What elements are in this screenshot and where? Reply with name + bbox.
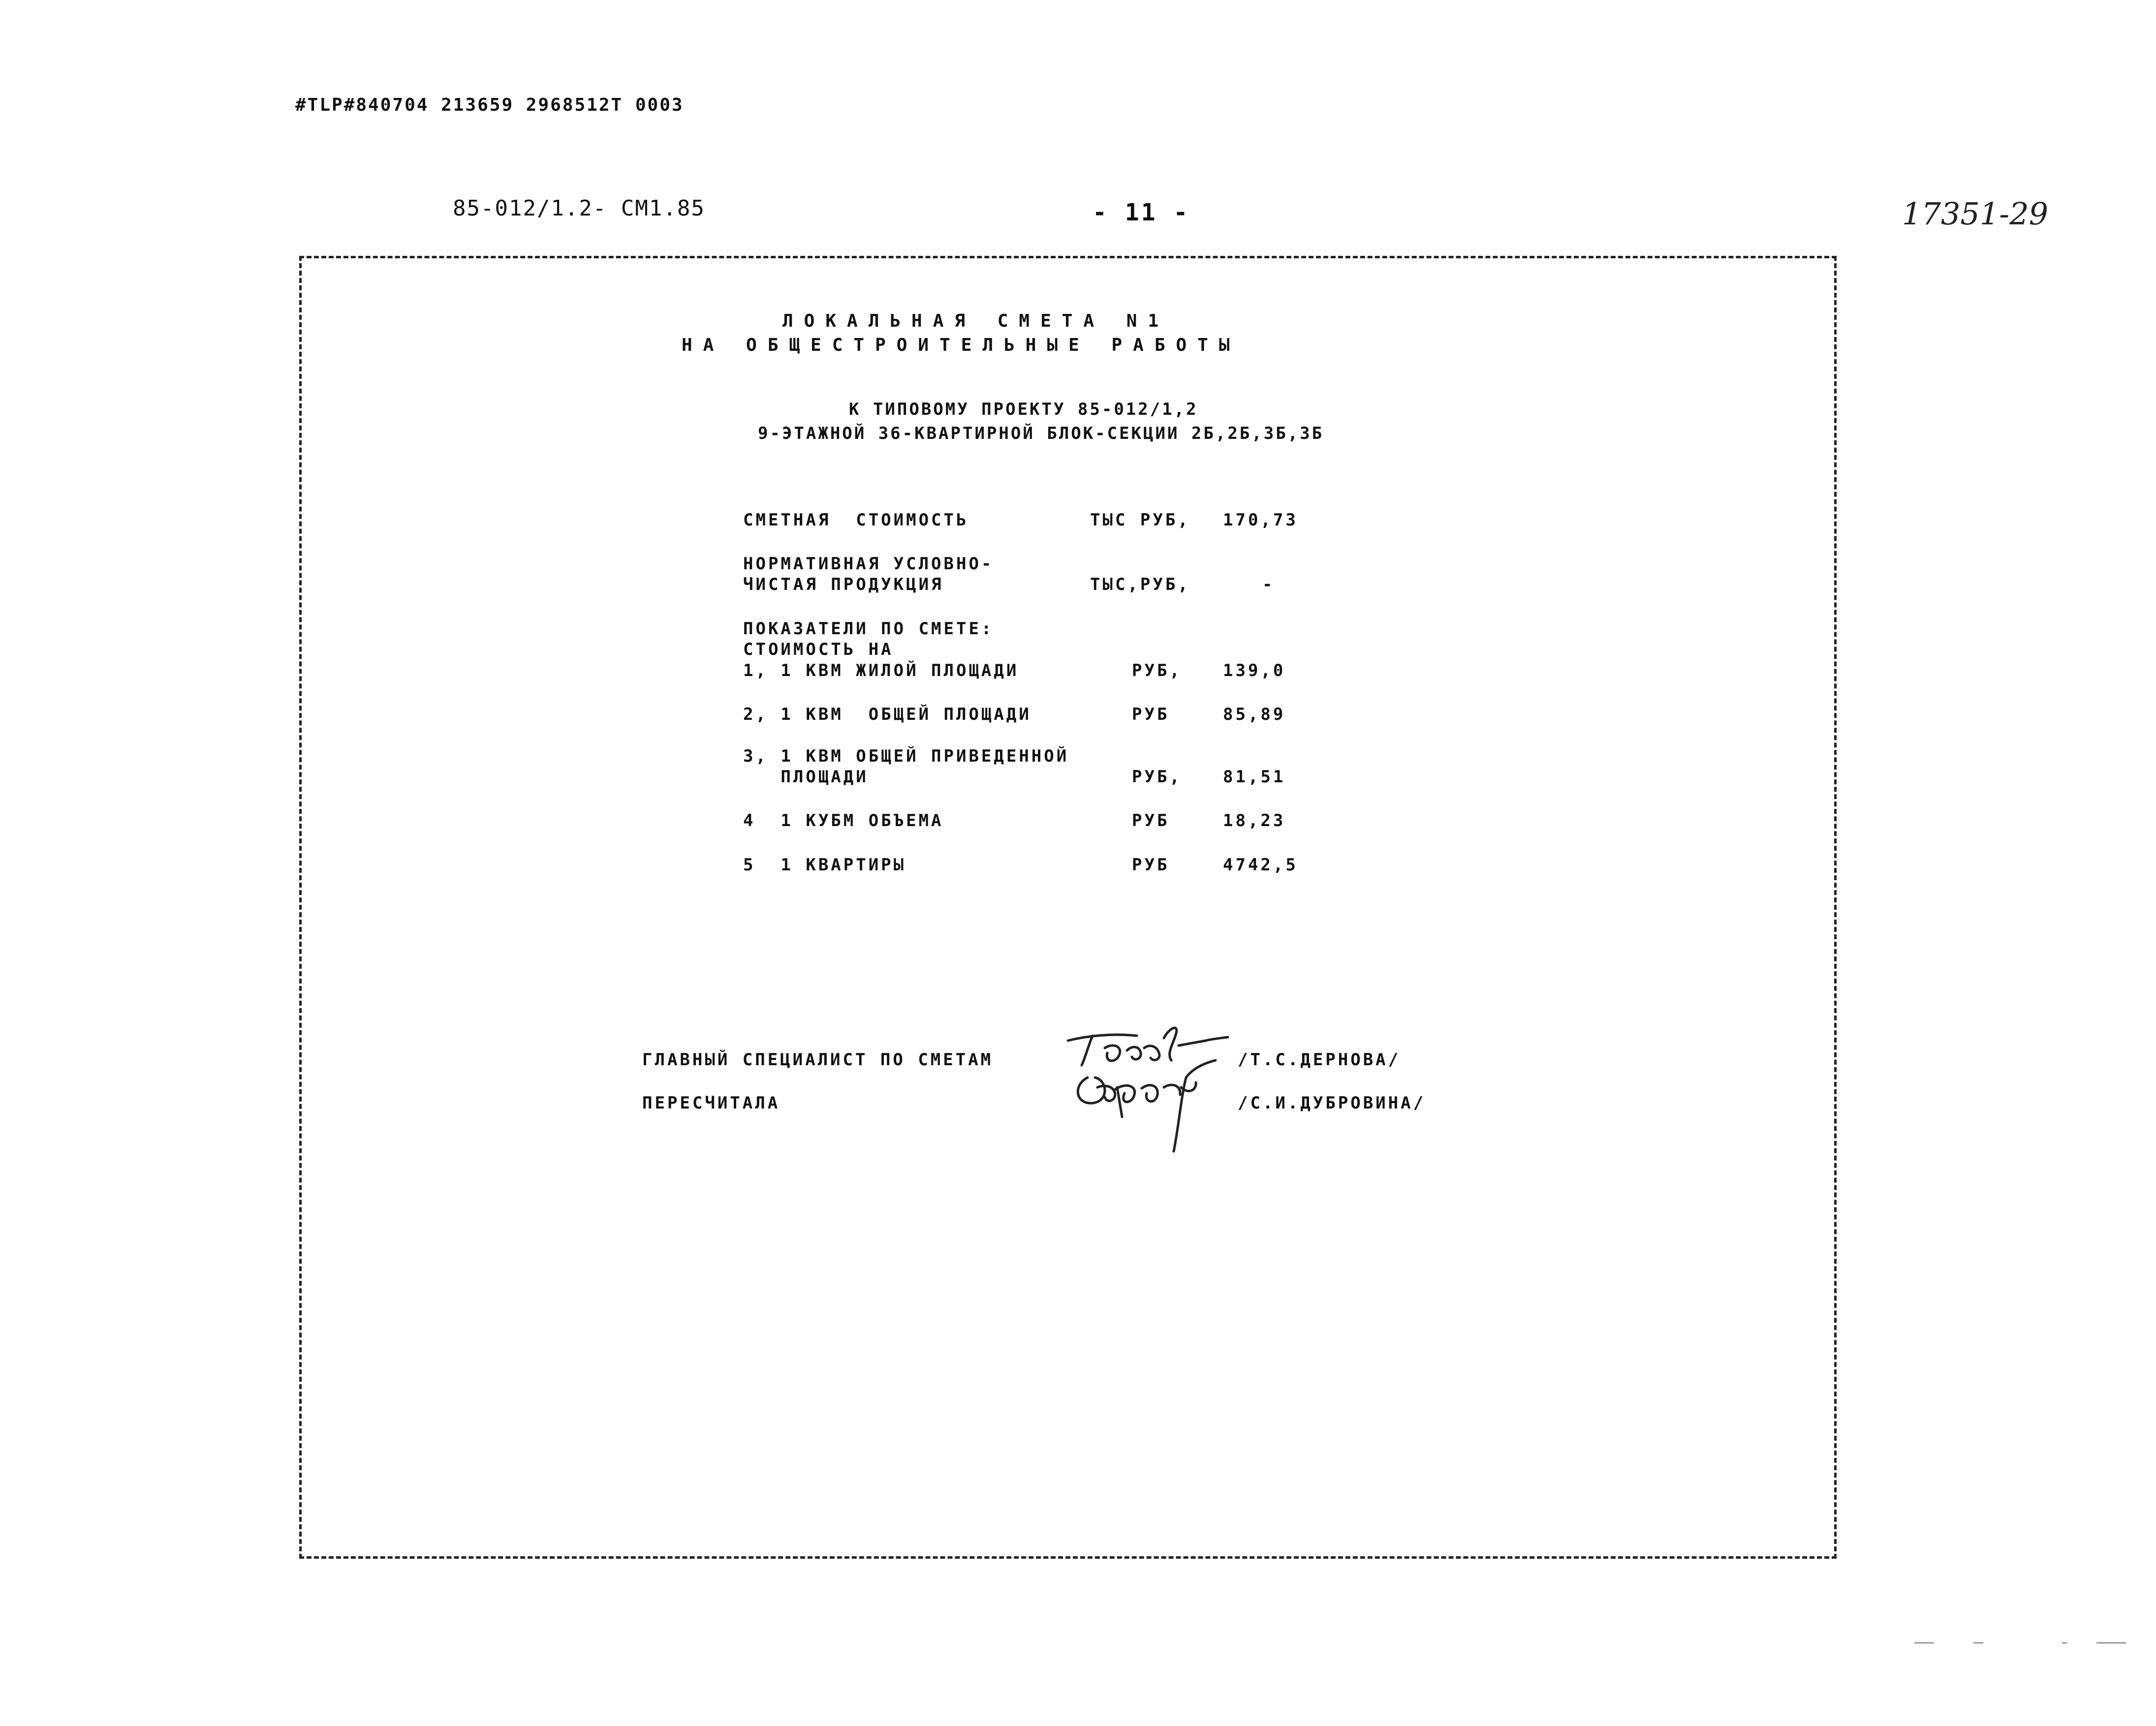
signature-role-chief: ГЛАВНЫЙ СПЕЦИАЛИСТ ПО СМЕТАМ [642,1050,994,1070]
top-code: #TLP#840704 213659 2968512T 0003 [295,95,684,115]
document-code: 85-012/1.2- СМ1.85 [453,196,705,221]
title-line-2: НА ОБЩЕСТРОИТЕЛЬНЫЕ РАБОТЫ [682,335,1241,355]
normative-unit: ТЫС,РУБ, [1090,575,1190,594]
subtitle-line-1: К ТИПОВОМУ ПРОЕКТУ 85-012/1,2 [849,400,1198,419]
indicators-heading-line-2: СТОИМОСТЬ НА [743,640,894,659]
indicators-heading-line-1: ПОКАЗАТЕЛИ ПО СМЕТЕ: [743,619,994,639]
indicator-label: 4 1 КУБМ ОБЪЕМА [743,811,944,831]
indicator-unit: РУБ [1132,855,1170,875]
handwritten-signature-2 [1068,1058,1245,1156]
indicator-unit: РУБ, [1132,767,1182,787]
indicator-value: 81,51 [1223,767,1286,787]
indicator-label-continued: ПЛОЩАДИ [743,767,869,787]
signature-role-recalc: ПЕРЕСЧИТАЛА [642,1093,781,1113]
signature-name-recalc: /С.И.ДУБРОВИНА/ [1238,1093,1426,1113]
page-number: - 11 - [1093,199,1190,226]
scan-edge-marks [1914,1640,2126,1646]
indicator-unit: РУБ [1132,705,1170,724]
indicator-unit: РУБ, [1132,661,1182,680]
indicator-label: 5 1 КВАРТИРЫ [743,855,906,875]
indicator-value: 139,0 [1223,661,1286,680]
normative-label-line-2: ЧИСТАЯ ПРОДУКЦИЯ [743,575,944,594]
indicator-unit: РУБ [1132,811,1170,831]
cost-label: СМЕТНАЯ СТОИМОСТЬ [743,510,969,530]
indicator-value: 4742,5 [1223,855,1298,875]
indicator-label: 2, 1 КВМ ОБЩЕЙ ПЛОЩАДИ [743,705,1031,724]
signature-name-chief: /Т.С.ДЕРНОВА/ [1238,1050,1401,1070]
cost-value: 170,73 [1223,510,1298,530]
dashed-frame [299,256,1837,1559]
indicator-value: 85,89 [1223,705,1286,724]
indicator-label: 3, 1 КВМ ОБЩЕЙ ПРИВЕДЕННОЙ [743,746,1069,766]
normative-value: - [1262,575,1275,594]
title-line-1: ЛОКАЛЬНАЯ СМЕТА N1 [782,311,1170,331]
normative-label-line-1: НОРМАТИВНАЯ УСЛОВНО- [743,554,994,574]
registration-number: 17351-29 [1902,196,2049,232]
subtitle-line-2: 9-ЭТАЖНОЙ 36-КВАРТИРНОЙ БЛОК-СЕКЦИИ 2Б,2Б,3Б,3Б [758,424,1324,443]
indicator-value: 18,23 [1223,811,1286,831]
cost-unit: ТЫС РУБ, [1090,510,1190,530]
indicator-label: 1, 1 КВМ ЖИЛОЙ ПЛОЩАДИ [743,661,1019,680]
